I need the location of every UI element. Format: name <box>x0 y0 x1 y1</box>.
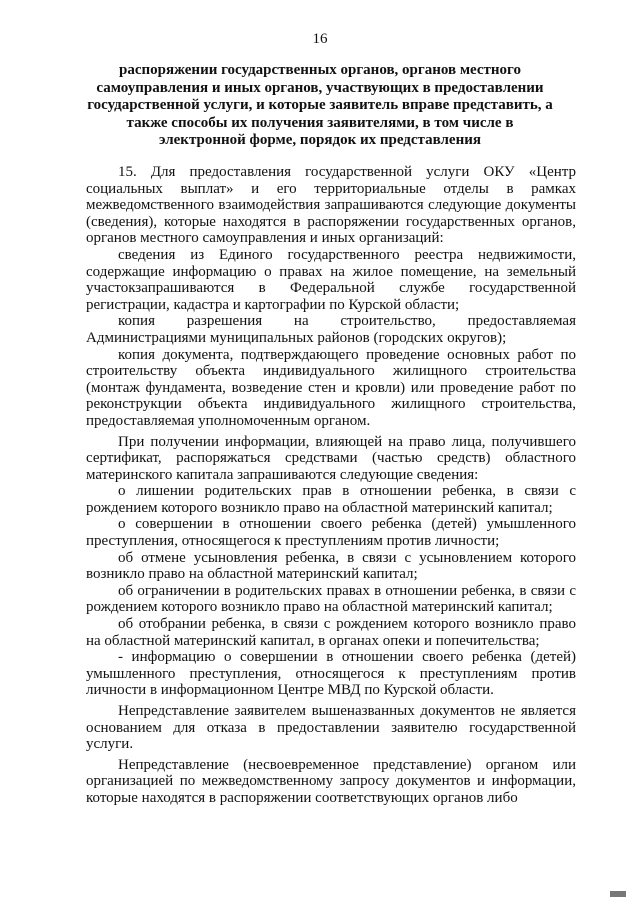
paragraph-interagency-failure: Непредставление (несвоевременное представление) органом или организацией по межведомственному запросу документов и информации, которые находятся в распоряжении соответствующих органов либо <box>86 756 576 806</box>
section-heading: распоряжении государственных органов, органов местного самоуправления и иных органов, участвующих в предоставлении государственной услуги, и которые заявитель вправе представить, а также способы их получения заявителями, в том числе в электронной форме, порядок их представления <box>87 62 553 149</box>
scan-mark <box>610 891 626 897</box>
page-number: 16 <box>312 31 328 47</box>
paragraph-adoption-cancel: об отмене усыновления ребенка, в связи с усыновлением которого возникло право на областной материнский капитал; <box>86 549 576 583</box>
paragraph-building-permit: копия разрешения на строительство, предоставляемая Администрациями муниципальных районов (городских округов); <box>86 313 576 346</box>
paragraph-capital-info: При получении информации, влияющей на право лица, получившего сертификат, распоряжаться средствами (частью средств) областного материнского капитала запрашиваются следующие сведения: <box>86 433 576 483</box>
paragraph-deprivation-rights: о лишении родительских прав в отношении ребенка, в связи с рождением которого возникло право на областной материнский капитал; <box>86 483 576 516</box>
paragraph-crime-against-child: о совершении в отношении своего ребенка (детей) умышленного преступления, относящегося к преступлениям против личности; <box>86 516 576 550</box>
paragraph-15-intro: 15. Для предоставления государственной услуги ОКУ «Центр социальных выплат» и его территориальные отделы в рамках межведомственного взаимодействия запрашиваются следующие документы (сведения), которые находятся в распоряжении государственных органов, органов местного самоуправления и иных организаций: <box>86 164 576 247</box>
paragraph-child-removal: об отобрании ребенка, в связи с рождением которого возникло право на областной материнский капитал, в органах опеки и попечительства; <box>86 616 576 649</box>
paragraph-mvd-info: - информацию о совершении в отношении своего ребенка (детей) умышленного преступления, относящегося к преступлениям против личности в информационном Центре МВД по Курской области. <box>86 649 576 699</box>
paragraph-non-submission: Непредставление заявителем вышеназванных документов не является основанием для отказа в предоставлении заявителю государственной услуги. <box>86 703 576 753</box>
document-body <box>86 164 576 807</box>
paragraph-construction-doc: копия документа, подтверждающего проведение основных работ по строительству объекта индивидуального жилищного строительства (монтаж фундамента, возведение стен и кровли) или проведение работ по реконструкции объекта индивидуального жилищного строительства, предоставляемая уполномоченным органом. <box>86 346 576 429</box>
paragraph-rights-limitation: об ограничении в родительских правах в отношении ребенка, в связи с рождением которого возникло право на областной материнский капитал; <box>86 582 576 616</box>
paragraph-egrn-info: сведения из Единого государственного реестра недвижимости, содержащие информацию о правах на жилое помещение, на земельный участокзапрашиваются в Федеральной службе государственной регистрации, кадастра и картографии по Курской области; <box>86 246 576 313</box>
